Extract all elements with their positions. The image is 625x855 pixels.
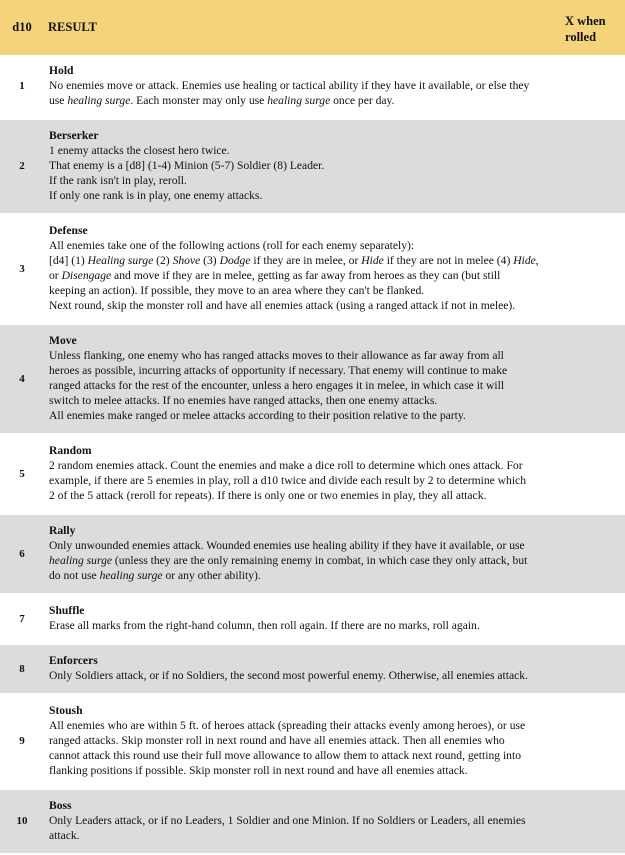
row-title: Boss (49, 799, 72, 812)
mark-cell[interactable] (559, 789, 625, 854)
row-line: All enemies take one of the following actions (roll for each enemy separately): (49, 239, 415, 252)
row-number: 3 (19, 262, 25, 275)
row-line: use healing surge. Each monster may only use healing surge once per day. (49, 94, 395, 107)
row-title: Defense (49, 224, 88, 237)
mark-cell[interactable] (559, 434, 625, 514)
row-line: No enemies move or attack. Enemies use healing or tactical ability if they have it available, or else they (49, 79, 530, 92)
header-x-line1: X when (565, 13, 606, 28)
row-number: 2 (0, 119, 44, 214)
header-x-when-rolled (559, 0, 625, 55)
row-line: or Disengage and move if they are in melee, getting as far away from heroes as they can (but still (49, 269, 501, 282)
mark-cell[interactable] (559, 55, 625, 119)
table-row (0, 789, 625, 854)
row-result (44, 119, 559, 214)
row-line: Only unwounded enemies attack. Wounded enemies use healing ability if they have it available, or use (49, 539, 525, 552)
table-row (0, 119, 625, 214)
row-result (44, 214, 559, 324)
row-number: 4 (0, 324, 44, 434)
table-row (0, 644, 625, 694)
row-line: healing surge (unless they are the only remaining enemy in combat, in which case they only attack, but (49, 554, 528, 567)
mark-cell[interactable] (559, 594, 625, 644)
row-title: Berserker (49, 129, 99, 142)
row-line: ranged attacks. Skip monster roll in next round and have all enemies attack. Then all enemies who (49, 734, 505, 747)
row-title: Enforcers (49, 654, 98, 667)
row-line: [d4] (1) Healing surge (2) Shove (3) Dodge if they are in melee, or Hide if they are not in melee (4) Hide, (49, 254, 539, 267)
mark-cell[interactable] (559, 694, 625, 789)
row-line: Only Leaders attack, or if no Leaders, 1 Soldier and one Minion. If no Soldiers or Leaders, all enemies (49, 814, 526, 827)
header-x-line2: rolled (565, 29, 597, 44)
table-row (0, 55, 625, 119)
table-row (0, 214, 625, 324)
row-number: 5 (19, 467, 25, 480)
table-row (0, 514, 625, 594)
row-line: cannot attack this round use their full move allowance to allow them to attack next round, getting into (49, 749, 521, 762)
mark-cell[interactable] (559, 324, 625, 434)
row-line: If the rank isn't in play, reroll. (49, 174, 187, 187)
row-line: keeping an action). If possible, they move to an area where they can't be flanked. (49, 284, 425, 297)
row-line: Only Soldiers attack, or if no Soldiers, the second most powerful enemy. Otherwise, all enemies attack. (49, 669, 528, 682)
table-header (0, 0, 625, 55)
row-number: 9 (19, 735, 25, 747)
row-line: attack. (49, 829, 80, 842)
row-result (44, 324, 559, 434)
header-result: RESULT (48, 20, 97, 34)
row-line: All enemies make ranged or melee attacks according to their position relative to the party. (49, 409, 466, 422)
row-line: ranged attacks for the rest of the encounter, unless a hero engages it in melee, in which case it will (49, 379, 505, 392)
row-line: switch to melee attacks. If no enemies have ranged attacks, then one enemy attacks. (49, 394, 438, 407)
row-title: Random (49, 444, 92, 457)
table-row (0, 434, 625, 514)
mark-cell[interactable] (559, 644, 625, 694)
table-row (0, 324, 625, 434)
row-line: heroes as possible, incurring attacks of opportunity if necessary. That enemy will continue to make (49, 364, 508, 377)
row-result (44, 55, 559, 119)
table-row (0, 694, 625, 789)
row-result (44, 694, 559, 789)
row-line: Erase all marks from the right-hand column, then roll again. If there are no marks, roll again. (49, 619, 480, 632)
row-title: Rally (49, 524, 76, 537)
row-title: Shuffle (49, 604, 85, 617)
row-line: do not use healing surge or any other ability). (49, 569, 261, 582)
row-line: That enemy is a [d8] (1-4) Minion (5-7) Soldier (8) Leader. (49, 159, 325, 172)
row-result (44, 789, 559, 854)
row-line: If only one rank is in play, one enemy attacks. (49, 189, 263, 202)
row-line: Unless flanking, one enemy who has ranged attacks moves to their allowance as far away from all (49, 349, 504, 362)
row-line: Next round, skip the monster roll and have all enemies attack (using a ranged attack if not in melee). (49, 299, 516, 312)
row-title: Stoush (49, 704, 83, 717)
table-row (0, 594, 625, 644)
row-line: flanking positions if possible. Skip monster roll in next round and have all enemies attack. (49, 764, 468, 777)
row-line: example, if there are 5 enemies in play, roll a d10 twice and divide each result by 2 to determine which (49, 474, 526, 487)
mark-cell[interactable] (559, 214, 625, 324)
row-number: 1 (19, 80, 25, 92)
row-title: Move (49, 334, 77, 347)
row-result (44, 644, 559, 694)
row-line: 2 of the 5 attack (reroll for repeats). If there is only one or two enemies in play, they all attack. (49, 489, 487, 502)
row-line: All enemies who are within 5 ft. of heroes attack (spreading their attacks evenly among heroes), or use (49, 719, 526, 732)
header-d10: d10 (12, 20, 32, 34)
row-number: 8 (0, 644, 44, 694)
row-number: 10 (0, 789, 44, 854)
row-result (44, 514, 559, 594)
row-line: 2 random enemies attack. Count the enemies and make a dice roll to determine which ones attack. For (49, 459, 523, 472)
row-number: 7 (19, 612, 25, 625)
row-result (44, 434, 559, 514)
row-number: 6 (0, 514, 44, 594)
row-result (44, 594, 559, 644)
row-title: Hold (49, 64, 74, 77)
mark-cell[interactable] (559, 119, 625, 214)
mark-cell[interactable] (559, 514, 625, 594)
row-line: 1 enemy attacks the closest hero twice. (49, 144, 230, 157)
